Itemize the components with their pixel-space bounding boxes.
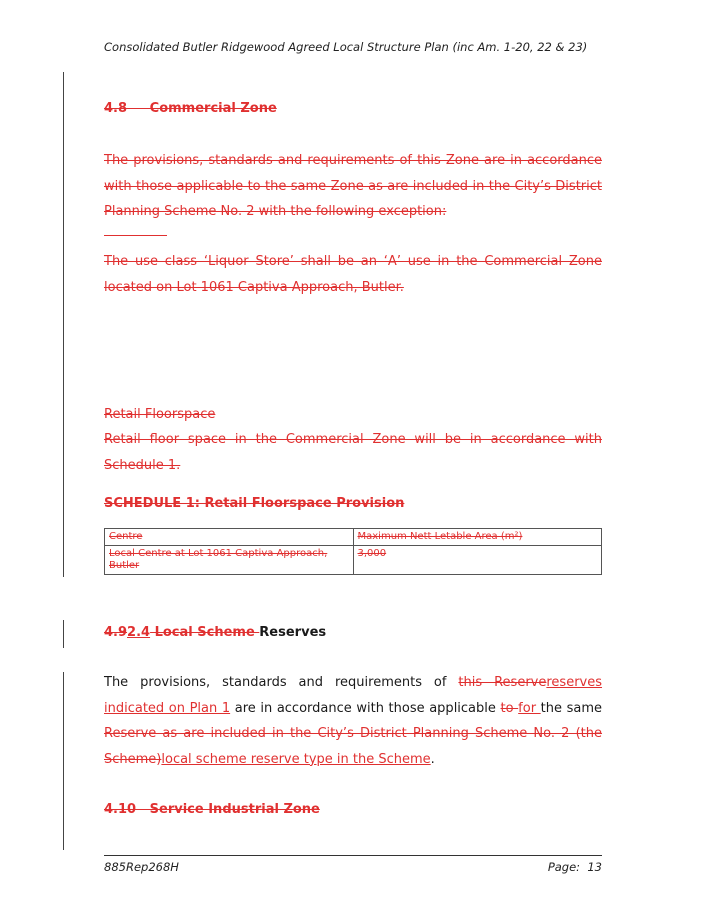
schedule-title: SCHEDULE 1: Retail Floorspace Provision <box>104 496 405 511</box>
footer-page-number: Page: 13 <box>547 860 602 874</box>
table-row <box>105 546 602 575</box>
section-4-10-heading: 4.10 Service Industrial Zone <box>104 802 320 817</box>
schedule-table <box>104 528 602 575</box>
reserves-heading: 4.92.4 Local Scheme Reserves <box>104 625 327 640</box>
change-bar <box>63 620 64 648</box>
change-bar <box>63 672 64 850</box>
section-4-8-paragraph-1: The provisions, standards and requirements of this Zone are in accordance with those applicable to the same Zone as are included in the City’s District Planning Scheme No. 2 with the following exception: <box>104 153 602 219</box>
reserves-paragraph: The provisions, standards and requirements of this Reservereserves indicated on Plan 1 are in accordance with those applicable to for the same Reserve as are included in the City’s District Planning Scheme No. 2 (the Scheme)local scheme reserve type in the Scheme. <box>104 675 603 767</box>
page-header: Consolidated Butler Ridgewood Agreed Local Structure Plan (inc Am. 1-20, 22 & 23) <box>104 40 588 54</box>
table-cell: 3,000 <box>353 546 602 575</box>
retail-floorspace-heading: Retail Floorspace <box>104 407 216 422</box>
section-4-8-paragraph-2: The use class ‘Liquor Store’ shall be an ‘A’ use in the Commercial Zone located on Lot 1061 Captiva Approach, Butler. <box>104 254 602 295</box>
footer-divider <box>104 855 602 856</box>
table-header-row <box>105 529 602 546</box>
retail-floorspace-paragraph: Retail floor space in the Commercial Zone will be in accordance with Schedule 1. <box>104 432 602 473</box>
deleted-line-marker <box>104 235 167 236</box>
change-bar <box>63 72 64 577</box>
footer-doc-id: 885Rep268H <box>104 860 179 874</box>
table-header-cell: Centre <box>105 529 354 546</box>
table-cell: Local Centre at Lot 1061 Captiva Approach, Butler <box>105 546 354 575</box>
section-4-8-heading: 4.8 Commercial Zone <box>104 101 277 116</box>
table-header-cell: Maximum Nett Letable Area (m²) <box>353 529 602 546</box>
